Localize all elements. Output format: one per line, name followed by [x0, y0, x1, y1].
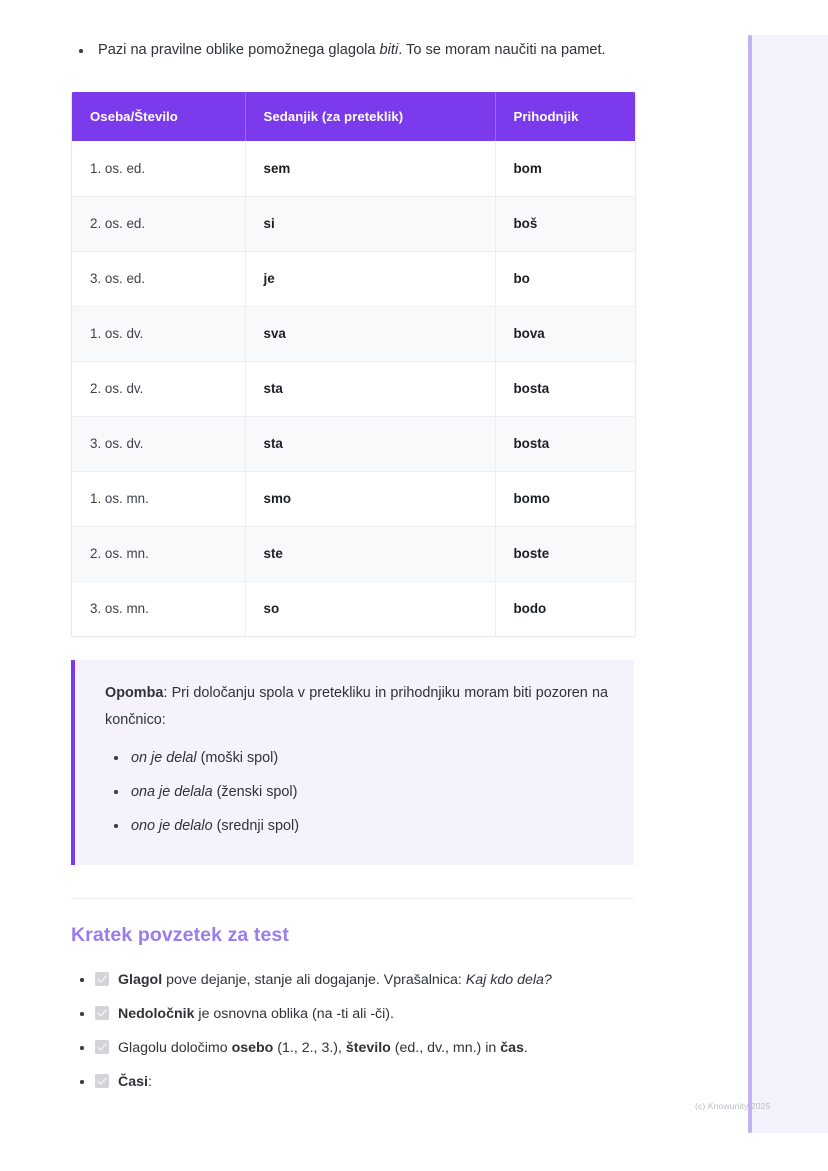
table-row — [72, 361, 635, 416]
section-divider — [71, 898, 634, 899]
table-cell-future: boš — [495, 196, 635, 251]
table-cell-future: bodo — [495, 581, 635, 636]
table-cell-future: bova — [495, 306, 635, 361]
table-row — [72, 526, 635, 581]
table-row — [72, 416, 635, 471]
table-cell-person: 2. os. ed. — [72, 196, 245, 251]
table-cell-present: je — [245, 251, 495, 306]
table-header-row — [72, 92, 635, 141]
note-label: Opomba — [105, 685, 164, 701]
table-cell-person: 1. os. ed. — [72, 141, 245, 196]
table-row — [72, 141, 635, 196]
list-item — [105, 775, 608, 809]
checked-checkbox-icon[interactable] — [95, 1040, 109, 1054]
copyright-text: (c) Knowunity 2025 — [695, 1101, 771, 1111]
checked-checkbox-icon[interactable] — [95, 1006, 109, 1020]
list-item — [71, 37, 634, 64]
summary-text-segment: . — [523, 1040, 528, 1056]
note-body-text: : Pri določanju spola v pretekliku in prihodnjiku moram biti pozoren na končnico: — [105, 685, 608, 728]
table-cell-present: so — [245, 581, 495, 636]
table-column-header: Prihodnjik — [495, 92, 635, 141]
table-cell-present: ste — [245, 526, 495, 581]
summary-text-segment: Časi — [118, 1074, 148, 1090]
note-item-italic: on je delal — [131, 750, 197, 766]
note-item-rest: (ženski spol) — [212, 784, 298, 800]
table-cell-present: sva — [245, 306, 495, 361]
summary-checklist — [71, 963, 634, 1099]
checked-checkbox-icon[interactable] — [95, 972, 109, 986]
summary-text-segment: število — [345, 1040, 391, 1056]
list-item — [71, 1031, 634, 1065]
summary-text-segment: Nedoločnik — [118, 1006, 195, 1022]
vertical-scrollbar-thumb[interactable] — [748, 35, 752, 1133]
note-callout — [71, 660, 634, 865]
summary-text-segment: čas — [500, 1040, 524, 1056]
table-cell-future: bo — [495, 251, 635, 306]
note-bullet-list — [105, 741, 608, 843]
list-item — [105, 741, 608, 775]
list-item — [71, 997, 634, 1031]
list-item — [71, 963, 634, 997]
table-row — [72, 471, 635, 526]
note-paragraph — [105, 680, 608, 734]
summary-text-segment: Glagol — [118, 972, 163, 988]
checked-checkbox-icon[interactable] — [95, 1074, 109, 1088]
summary-text-segment: : — [147, 1074, 152, 1090]
table-column-header: Sedanjik (za preteklik) — [245, 92, 495, 141]
note-item-italic: ona je delala — [131, 784, 213, 800]
list-item — [71, 1065, 634, 1099]
intro-text-italic: biti — [379, 42, 399, 58]
note-item-rest: (moški spol) — [196, 750, 279, 766]
list-item — [105, 809, 608, 843]
summary-text-segment: Kaj kdo dela? — [465, 972, 552, 988]
table-cell-person: 3. os. dv. — [72, 416, 245, 471]
table-cell-future: boste — [495, 526, 635, 581]
table-cell-future: bomo — [495, 471, 635, 526]
table-row — [72, 251, 635, 306]
table-header — [72, 92, 635, 141]
table-cell-person: 2. os. mn. — [72, 526, 245, 581]
table-cell-future: bom — [513, 160, 542, 176]
table-cell-present: smo — [245, 471, 495, 526]
table-row — [72, 306, 635, 361]
intro-text-after: . To se moram naučiti na pamet. — [398, 42, 606, 58]
note-item-italic: ono je delalo — [131, 818, 213, 834]
document-content — [71, 0, 634, 1099]
table-cell-person: 1. os. mn. — [72, 471, 245, 526]
table-body — [72, 141, 635, 636]
table-cell-person: 2. os. dv. — [72, 361, 245, 416]
intro-text-before: Pazi na pravilne oblike pomožnega glagola — [98, 42, 380, 58]
table-row — [72, 196, 635, 251]
conjugation-table — [72, 92, 635, 636]
summary-text-segment: osebo — [231, 1040, 274, 1056]
table-column-header: Oseba/Število — [72, 92, 245, 141]
summary-text-segment: (1., 2., 3.), — [273, 1040, 346, 1056]
table-cell-person: 1. os. dv. — [72, 306, 245, 361]
summary-text-segment: pove dejanje, stanje ali dogajanje. Vprašalnica: — [162, 972, 466, 988]
table-cell-future: bosta — [495, 416, 635, 471]
summary-text-segment: Glagolu določimo — [118, 1040, 232, 1056]
table-cell-future: bosta — [495, 361, 635, 416]
vertical-scrollbar-track[interactable] — [748, 35, 828, 1133]
summary-text-segment: je osnovna oblika (na -ti ali -či). — [194, 1006, 394, 1022]
table-cell-person: 3. os. ed. — [72, 251, 245, 306]
summary-text-segment: (ed., dv., mn.) in — [390, 1040, 501, 1056]
table-cell-present: sta — [245, 416, 495, 471]
intro-section — [71, 0, 634, 64]
table-row — [72, 581, 635, 636]
page-title: Kratek povzetek za test — [71, 924, 289, 946]
table-cell-person: 3. os. mn. — [72, 581, 245, 636]
table-cell-present: sta — [245, 361, 495, 416]
table-cell-present: sem — [245, 141, 495, 196]
conjugation-table-container — [71, 92, 636, 637]
note-item-rest: (srednji spol) — [212, 818, 299, 834]
intro-bullet-list — [71, 37, 634, 64]
table-cell-present: si — [245, 196, 495, 251]
